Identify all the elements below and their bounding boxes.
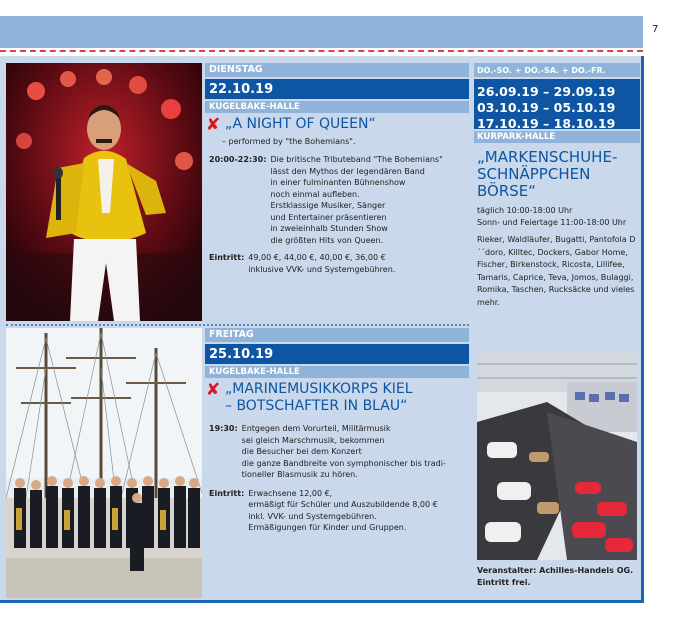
date-range: 03.10.19 – 05.10.19 bbox=[477, 100, 616, 115]
event-title-row bbox=[205, 381, 469, 415]
page-number: 7 bbox=[652, 24, 659, 35]
event-day: DIENSTAG bbox=[205, 63, 469, 77]
event-night-of-queen bbox=[205, 63, 469, 275]
event-title: „MARKENSCHUHE- SCHNÄPPCHEN BÖRSE“ bbox=[477, 148, 618, 200]
opening-hours: täglich 10:00-18:00 Uhr Sonn- und Feiertage 11:00-18:00 Uhr bbox=[477, 206, 627, 227]
event-entry-info bbox=[205, 488, 469, 534]
header-bar bbox=[0, 16, 643, 48]
queen-singer-photo bbox=[6, 63, 202, 321]
date-range: 17.10.19 – 18.10.19 bbox=[477, 116, 616, 131]
time-label: 19:30: bbox=[209, 424, 238, 433]
event-days: DO.-SO. + DO.-SA. + DO.-FR. bbox=[474, 63, 640, 77]
event-title-row bbox=[205, 116, 469, 133]
date-range: 26.09.19 – 29.09.19 bbox=[477, 84, 616, 99]
entry-label: Eintritt: bbox=[209, 488, 245, 498]
entry-free: Eintritt frei. bbox=[477, 578, 531, 587]
event-title: „MARINEMUSIKKORPS KIEL – BOTSCHAFTER IN BLAU“ bbox=[225, 381, 413, 414]
entry-prices: Erwachsene 12,00 €, ermäßigt für Schüler und Auszubildende 8,00 € inkl. VVK- und Systemgebühren. Ermäßigungen für Kinder und Gruppen. bbox=[248, 488, 438, 532]
header-dashed-line bbox=[0, 50, 643, 52]
entry-prices: 49,00 €, 44,00 €, 40,00 €, 36,00 € inklusive VVK- und Systemgebühren. bbox=[248, 253, 396, 274]
event-venue: KUGELBAKE-HALLE bbox=[205, 101, 469, 113]
event-venue: KUGELBAKE-HALLE bbox=[205, 366, 469, 378]
event-day: FREITAG bbox=[205, 328, 469, 342]
x-mark-icon: ✘ bbox=[206, 115, 221, 135]
organizer-info bbox=[477, 565, 633, 589]
frame-bottom-border bbox=[0, 600, 643, 603]
event-description: Entgegen dem Vorurteil, Militärmusik sei gleich Marschmusik, bekommen die Besucher bei dem Konzert die ganze Bandbreite von symphonischer bis tradi- tioneller Blasmusik zu hören. bbox=[241, 424, 446, 479]
entry-label: Eintritt: bbox=[209, 253, 245, 262]
frame-right-border bbox=[641, 56, 644, 603]
organizer: Veranstalter: Achilles-Handels OG. bbox=[477, 566, 634, 575]
event-title: „A NIGHT OF QUEEN“ bbox=[225, 116, 376, 132]
event-dates bbox=[474, 79, 640, 129]
shoe-market-photo bbox=[477, 352, 637, 560]
event-marinemusikkorps bbox=[205, 328, 469, 534]
event-subtitle: – performed by "the Bohemians". bbox=[222, 137, 356, 146]
event-description: Die britische Tributeband "The Bohemians" lässt den Mythos der legendären Band in einer fulminanten Bühnenshow noch einmal aufleben. Erstklassige Musiker, Sänger und Entertainer präsentieren in zweieinhalb Stunden Show die größten Hits von Queen. bbox=[270, 155, 443, 245]
event-time-info bbox=[205, 423, 469, 481]
navy-band-photo bbox=[6, 328, 202, 598]
brand-list: Rieker, Waldläufer, Bugatti, Pantofola D´´doro, Killtec, Dockers, Gabor Home, Fischer, Birkenstock, Ricosta, Lillifee, Tamaris, Caprice, Teva, Jomos, Bulaggi, Romika, Taschen, Rucksäcke und vieles mehr. bbox=[477, 235, 636, 307]
event-entry-info bbox=[205, 252, 469, 275]
event-venue: KURPARK-HALLE bbox=[474, 131, 640, 143]
event-date: 25.10.19 bbox=[205, 344, 469, 364]
x-mark-icon: ✘ bbox=[206, 380, 221, 400]
event-markenschuhe bbox=[474, 63, 640, 587]
event-separator bbox=[6, 324, 469, 326]
time-label: 20:00-22:30: bbox=[209, 155, 267, 164]
event-date: 22.10.19 bbox=[205, 79, 469, 99]
event-time-info bbox=[205, 154, 469, 246]
